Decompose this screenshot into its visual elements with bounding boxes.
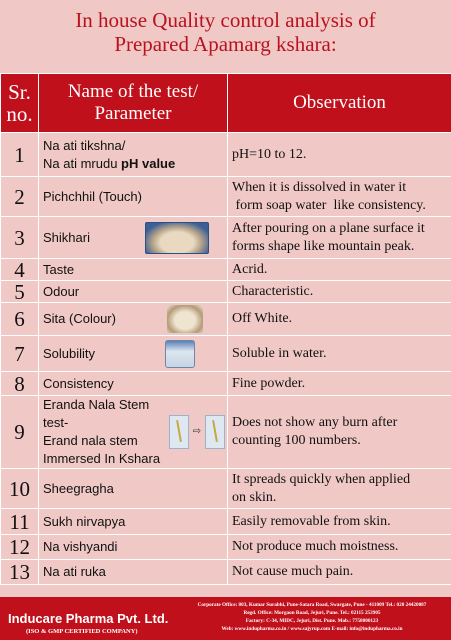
table-row bbox=[1, 396, 451, 469]
row-obs-line1: When it is dissolved in water it bbox=[232, 179, 407, 195]
row-obs-line2: form soap water like consistency. bbox=[232, 197, 426, 213]
row-obs-line1: After pouring on a plane surface it bbox=[232, 220, 425, 236]
row-obs-line1: Does not show any burn after bbox=[232, 415, 398, 430]
row-observation bbox=[228, 217, 451, 259]
table-row bbox=[1, 133, 451, 177]
table-row bbox=[1, 535, 451, 560]
certification-label: (ISO & GMP CERTIFIED COMPANY) bbox=[26, 628, 138, 635]
header-sr-line2: no. bbox=[6, 102, 33, 126]
row-observation: Not produce much moistness. bbox=[228, 535, 451, 560]
row-name-text: Sita (Colour) bbox=[43, 311, 116, 326]
table-header bbox=[1, 74, 451, 133]
row-name-text: Shikhari bbox=[43, 229, 90, 245]
company-name: Inducare Pharma Pvt. Ltd. bbox=[8, 611, 169, 626]
table-row bbox=[1, 336, 451, 372]
row-observation bbox=[228, 177, 451, 217]
row-test-name bbox=[39, 336, 228, 372]
row-test-name: Sheegragha bbox=[39, 469, 228, 509]
kshara-heap-image bbox=[145, 222, 209, 254]
table-row bbox=[1, 281, 451, 303]
row-number: 9 bbox=[1, 396, 39, 469]
contact-address bbox=[178, 601, 446, 633]
row-observation: Fine powder. bbox=[228, 372, 451, 396]
row-number: 3 bbox=[1, 217, 39, 259]
table-row bbox=[1, 217, 451, 259]
ph-value-label: pH value bbox=[121, 155, 176, 171]
table-row bbox=[1, 469, 451, 509]
header-name-line1: Name of the test/ bbox=[67, 81, 199, 102]
address-line1: Corporate Office: 803, Kumar Surabhi, Pune-Satara Road, Swargate, Pune - 411009 Tel.: 020 24420087 bbox=[197, 602, 427, 608]
header-observation: Observation bbox=[228, 74, 451, 133]
address-line2: Regd. Office: Morgaon Road, Jejuri, Pune. Tel.: 02115 253905 bbox=[243, 610, 381, 616]
row-name-lines bbox=[43, 396, 169, 468]
row-name-text: Solubility bbox=[43, 345, 96, 361]
row-observation: Off White. bbox=[228, 303, 451, 336]
row-test-name: Na ati ruka bbox=[39, 560, 228, 585]
row-number: 6 bbox=[1, 303, 39, 336]
row-test-name: Pichchhil (Touch) bbox=[39, 177, 228, 217]
row-obs-line2: on skin. bbox=[232, 489, 277, 505]
table-row bbox=[1, 259, 451, 281]
row-test-name bbox=[39, 396, 228, 469]
title-line-2: Prepared Apamarg kshara: bbox=[114, 32, 337, 56]
table-row bbox=[1, 372, 451, 396]
qc-table bbox=[0, 73, 451, 585]
row-observation bbox=[228, 396, 451, 469]
row-number: 5 bbox=[1, 281, 39, 303]
row-observation: pH=10 to 12. bbox=[228, 133, 451, 177]
row-test-name bbox=[39, 133, 228, 177]
row-test-name: Sukh nirvapya bbox=[39, 509, 228, 535]
powder-sample-image bbox=[167, 305, 203, 333]
row-name-line2: Erand nala stem bbox=[43, 433, 138, 448]
row-number: 2 bbox=[1, 177, 39, 217]
row-number: 10 bbox=[1, 469, 39, 509]
stem-before-image bbox=[169, 415, 189, 449]
table-row bbox=[1, 303, 451, 336]
row-test-name bbox=[39, 303, 228, 336]
title-line-1: In house Quality control analysis of bbox=[75, 8, 376, 32]
row-number: 8 bbox=[1, 372, 39, 396]
address-line4: Web: www.indupharma.co.in / www.sajyrup.com E-mail: info@indupharma.co.in bbox=[221, 626, 403, 632]
row-name-line1: Eranda Nala Stem test- bbox=[43, 397, 150, 430]
arrow-icon: ⇨ bbox=[192, 426, 201, 437]
row-test-name: Na vishyandi bbox=[39, 535, 228, 560]
row-number: 13 bbox=[1, 560, 39, 585]
header-name-line2: Parameter bbox=[94, 103, 172, 124]
row-observation: Easily removable from skin. bbox=[228, 509, 451, 535]
stem-test-image bbox=[169, 415, 225, 449]
table-row bbox=[1, 509, 451, 535]
row-observation: Not cause much pain. bbox=[228, 560, 451, 585]
row-test-name bbox=[39, 217, 228, 259]
header-test-name bbox=[39, 74, 228, 133]
page-title bbox=[0, 8, 451, 56]
row-test-name: Consistency bbox=[39, 372, 228, 396]
row-name-line3: Immersed In Kshara bbox=[43, 451, 161, 466]
row-number: 1 bbox=[1, 133, 39, 177]
footer bbox=[0, 597, 451, 640]
row-observation: Soluble in water. bbox=[228, 336, 451, 372]
row-observation bbox=[228, 469, 451, 509]
row-name-line2 bbox=[43, 155, 223, 173]
row-test-name: Odour bbox=[39, 281, 228, 303]
row-number: 11 bbox=[1, 509, 39, 535]
row-number: 12 bbox=[1, 535, 39, 560]
row-observation: Acrid. bbox=[228, 259, 451, 281]
row-obs-line1: It spreads quickly when applied bbox=[232, 471, 411, 487]
solution-jar-image bbox=[165, 340, 195, 368]
stem-after-image bbox=[205, 415, 225, 449]
header-sr-no bbox=[1, 74, 39, 133]
row-test-name: Taste bbox=[39, 259, 228, 281]
row-observation: Characteristic. bbox=[228, 281, 451, 303]
row-obs-line2: counting 100 numbers. bbox=[232, 433, 361, 448]
header-sr-line1: Sr. bbox=[8, 80, 31, 104]
row-number: 7 bbox=[1, 336, 39, 372]
table-row bbox=[1, 177, 451, 217]
row-name-line1: Na ati tikshna/ bbox=[43, 137, 126, 153]
address-line3: Factory: C-34, MIDC, Jejuri, Dist. Pune. Mob.: 7758000123 bbox=[245, 618, 379, 624]
table-row bbox=[1, 560, 451, 585]
row-obs-line2: forms shape like mountain peak. bbox=[232, 238, 415, 254]
row-name-line2-text: Na ati mrudu bbox=[43, 155, 122, 171]
row-number: 4 bbox=[1, 259, 39, 281]
